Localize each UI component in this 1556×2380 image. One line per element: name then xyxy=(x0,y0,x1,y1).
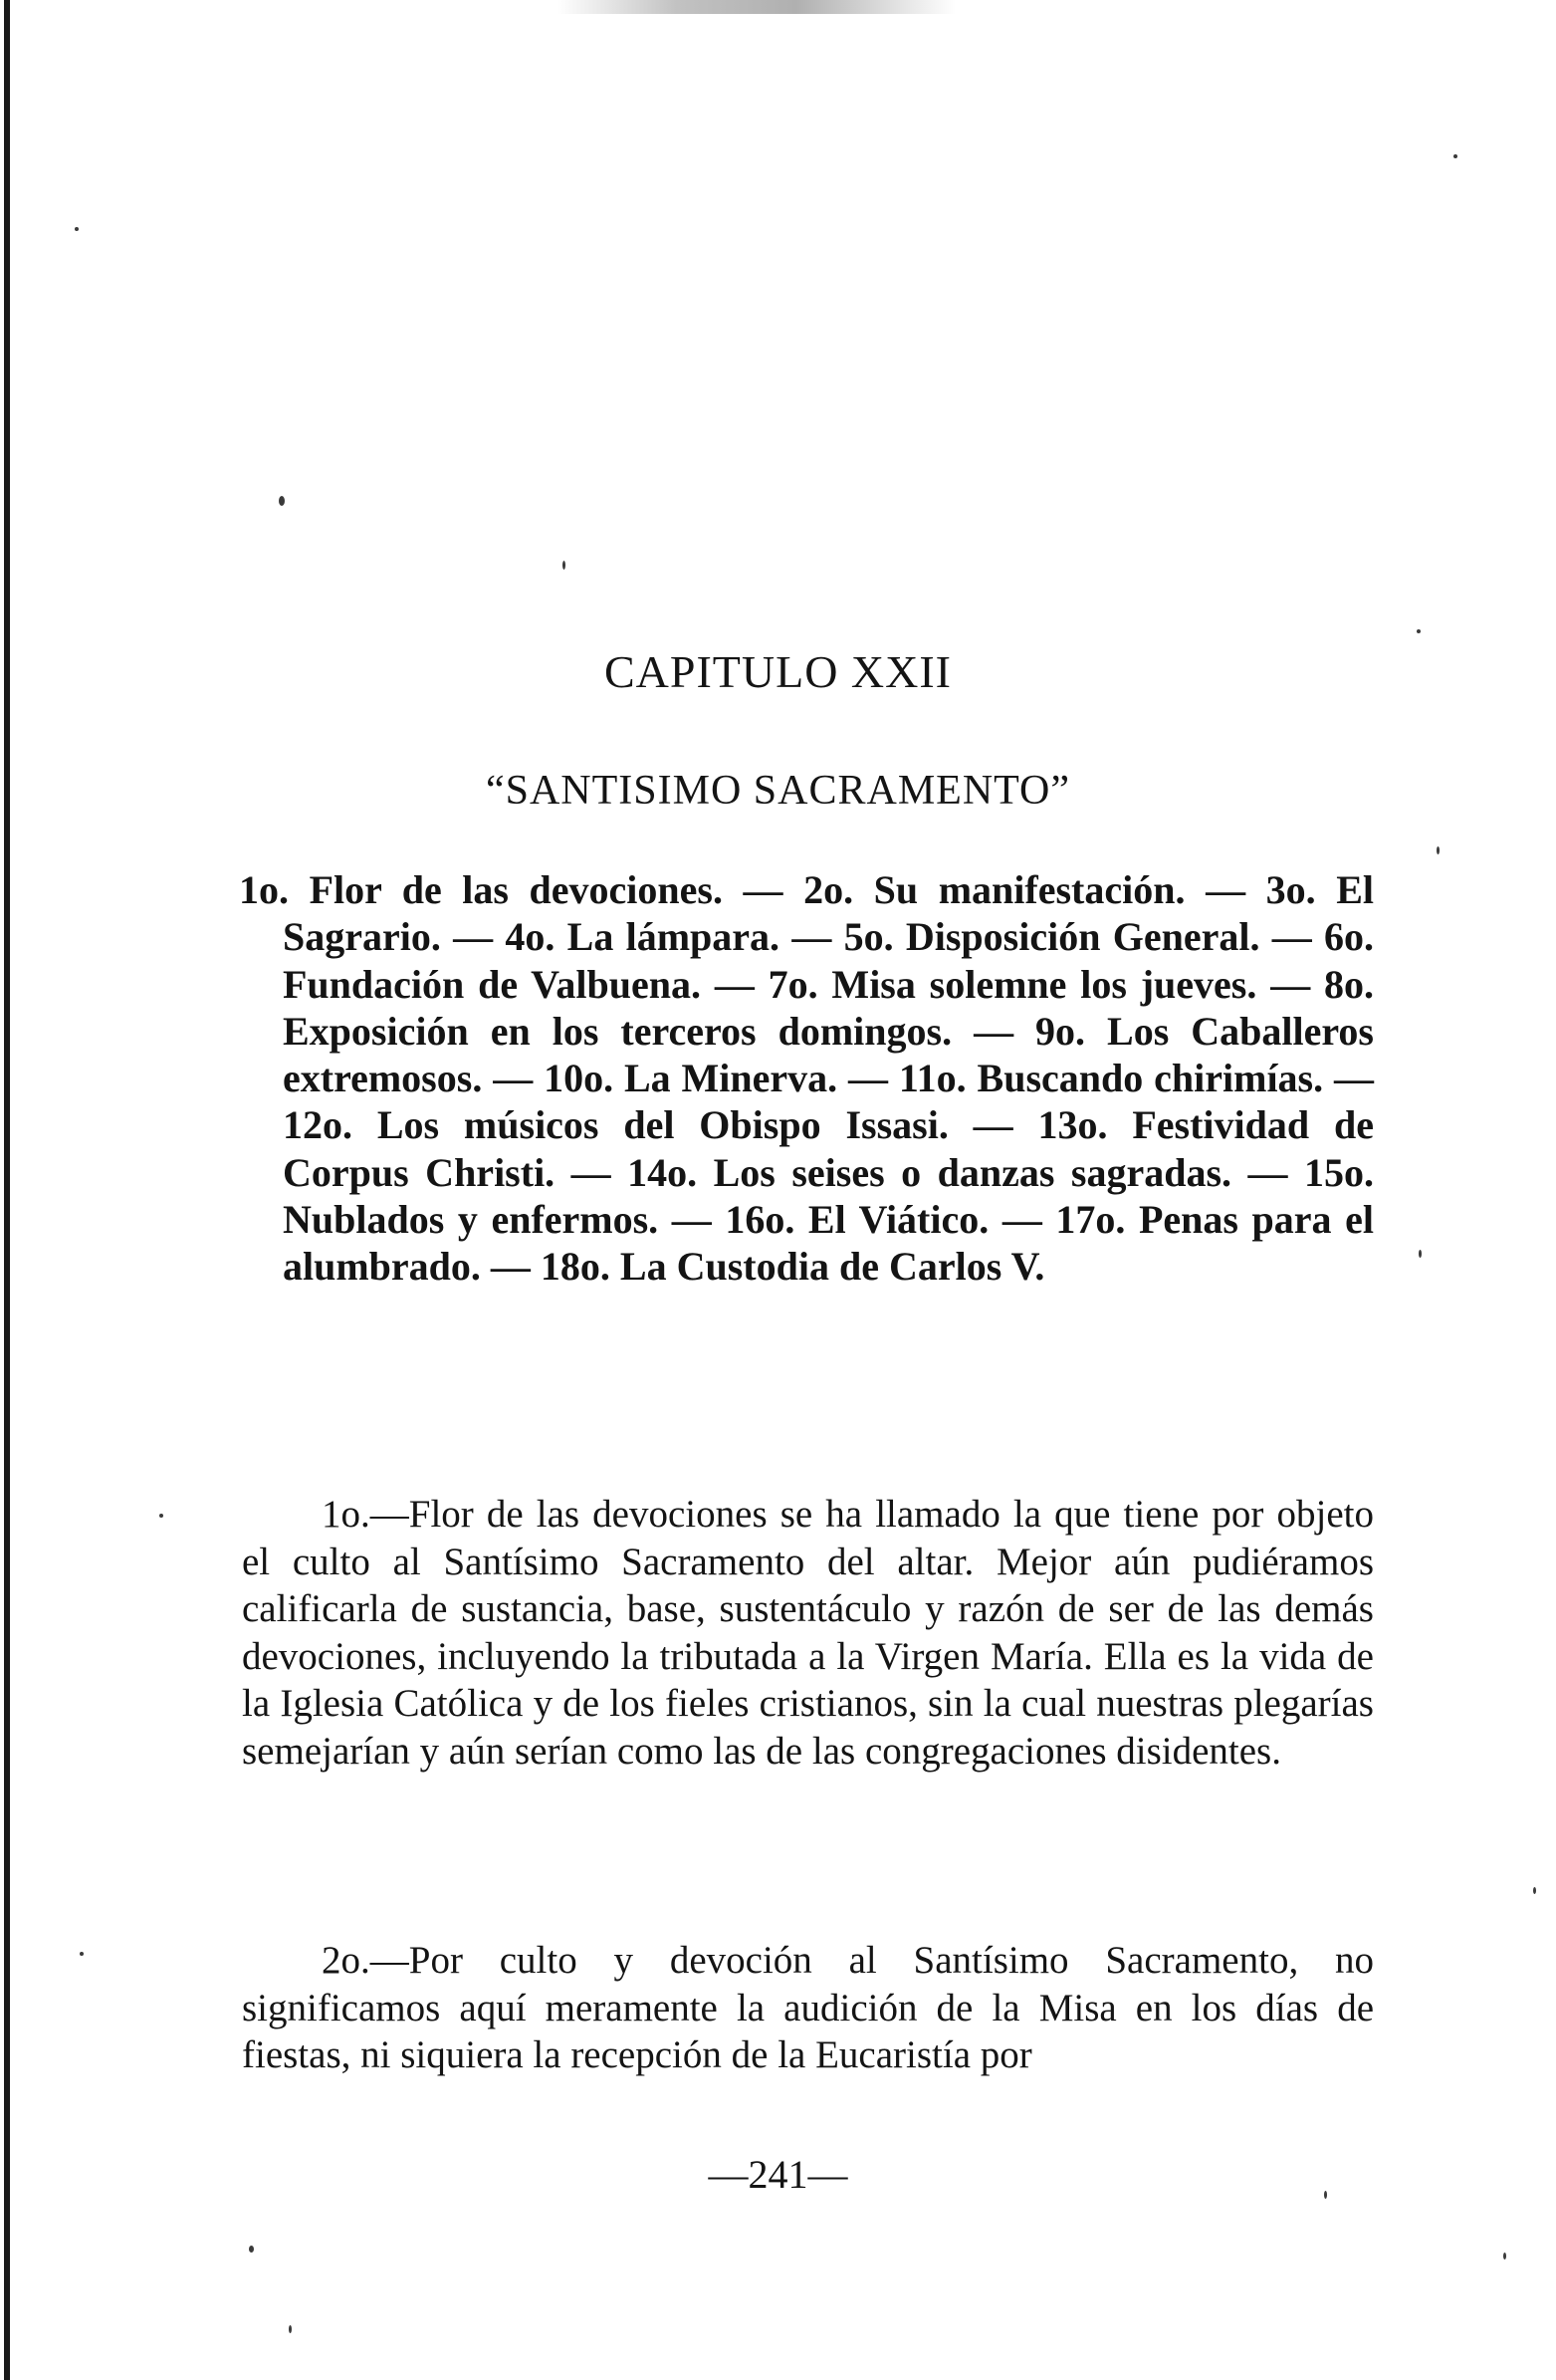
chapter-title: CAPITULO XXII xyxy=(603,646,952,697)
page-number: —241— xyxy=(708,2152,848,2197)
scan-speck xyxy=(80,1952,84,1956)
scan-speck xyxy=(1533,1887,1536,1894)
scan-speck xyxy=(75,227,79,231)
body-paragraph: 1o.—Flor de las devociones se ha llamado la que tiene por objeto el culto al Santísimo Sacramento del altar. Mejor aún pudiéramos calificarla de sustancia, base, sustentáculo y razón de ser de las demás devociones, incluyendo la tributada a la Virgen María. Ella es la vida de la Iglesia Católica y de los fieles cristianos, sin la cual nuestras plegarías semejarían y aún serían como las de las congregaciones disidentes. xyxy=(242,1493,1374,1773)
chapter-summary: 1o. Flor de las devociones. — 2o. Su manifestación. — 3o. El Sagrario. — 4o. La lámpara. — 5o. Disposición General. — 6o. Fundación de Valbuena. — 7o. Misa solemne los jueves. — 8o. Exposición en los terceros domingos. — 9o. Los Caballeros extremosos. — 10o. La Minerva. — 11o. Buscando chirimías. — 12o. Los músicos del Obispo Issasi. — 13o. Festividad de Corpus Christi. — 14o. Los seises o danzas sagradas. — 15o. Nublados y enfermos. — 16o. El Viático. — 17o. Penas para el alumbrado. — 18o. La Custodia de Carlos V. xyxy=(239,867,1374,1290)
scan-speck xyxy=(289,2325,292,2333)
body-paragraph: 2o.—Por culto y devoción al Santísimo Sacramento, no significamos aquí meramente la audición de la Misa en los días de fiestas, ni siquiera la recepción de la Eucaristía por xyxy=(242,1939,1374,2077)
scan-speck xyxy=(279,496,285,506)
page-edge-shadow xyxy=(4,0,10,2380)
scan-speck xyxy=(1419,1250,1422,1258)
scan-speck xyxy=(1417,629,1421,633)
chapter-subject: “SANTISIMO SACRAMENTO” xyxy=(485,768,1071,814)
scan-speck xyxy=(1437,846,1440,854)
scan-speck xyxy=(562,561,565,570)
scan-speck xyxy=(159,1514,163,1518)
scan-speck xyxy=(1503,2253,1506,2260)
scan-speck xyxy=(249,2246,254,2253)
scan-speck xyxy=(1453,154,1457,158)
scan-smudge xyxy=(557,0,956,14)
